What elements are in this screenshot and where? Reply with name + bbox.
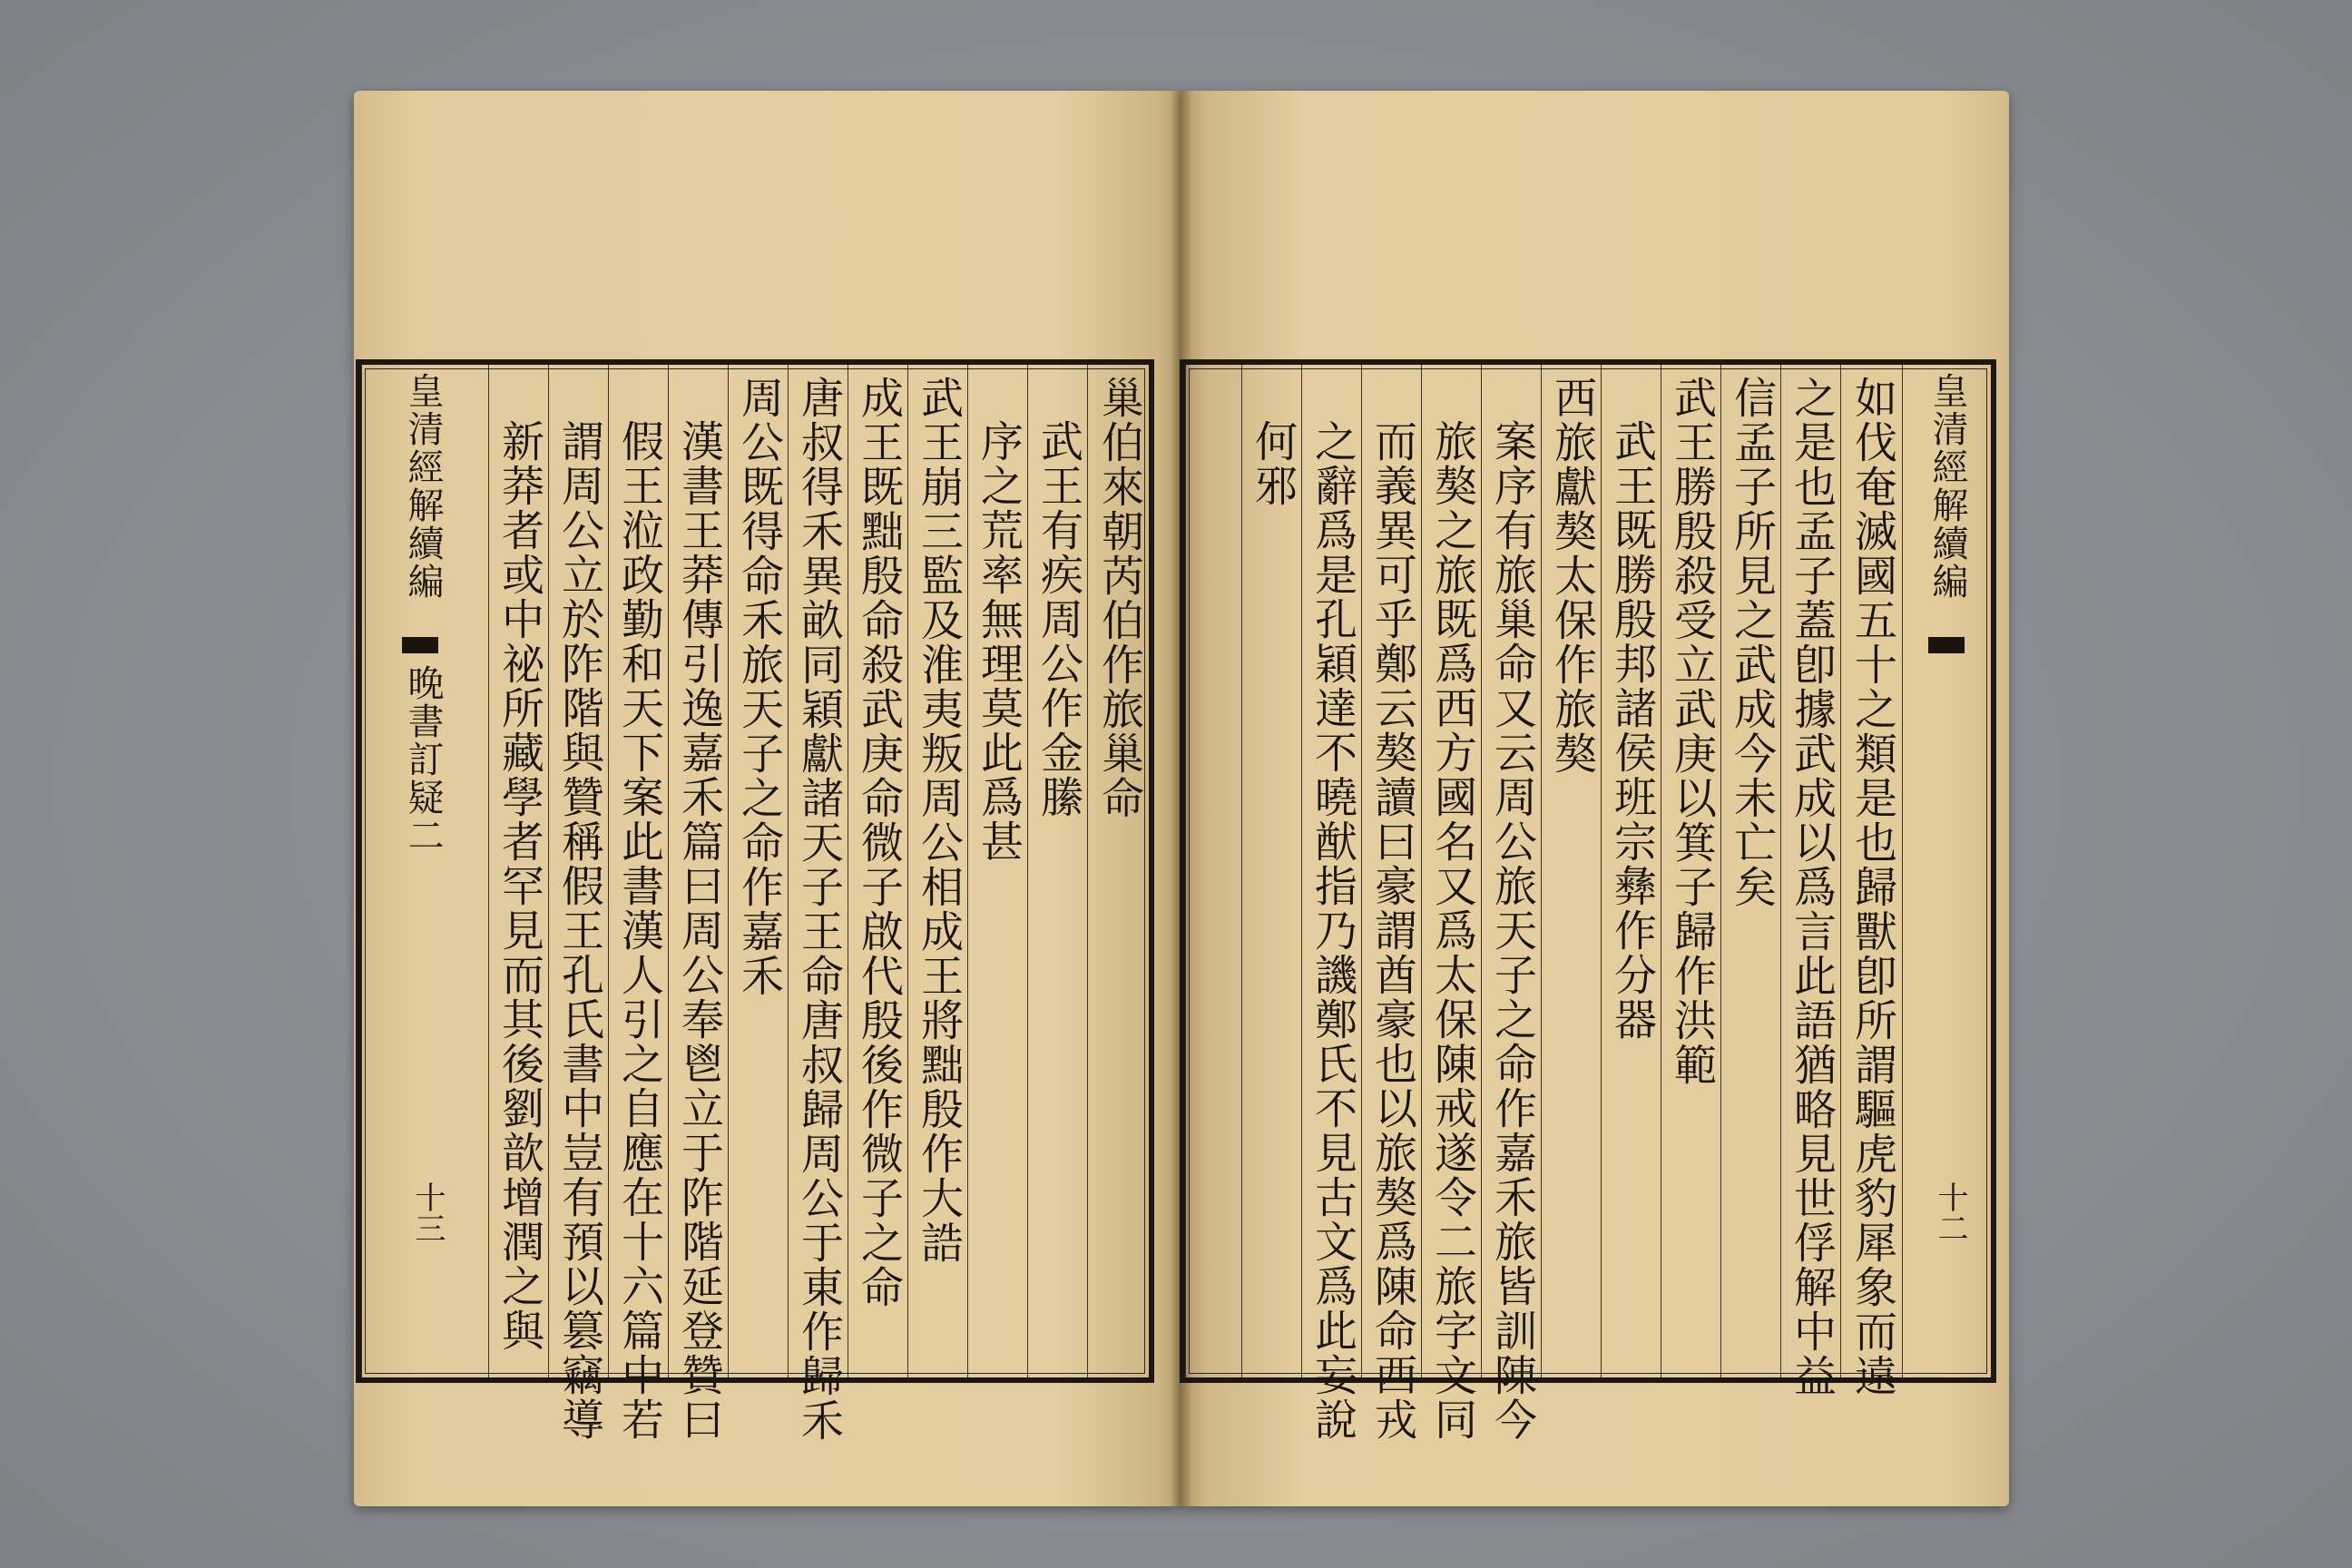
column-text: 何邪 xyxy=(1248,419,1298,508)
left-column-5 xyxy=(848,365,908,1377)
left-column-11 xyxy=(488,365,549,1377)
left-column-6 xyxy=(788,365,848,1443)
right-column-empty xyxy=(1185,365,1242,1377)
column-text: 成王既黜殷命殺武庚命微子啟代殷後作微子之命 xyxy=(854,376,904,1309)
left-column-2 xyxy=(1027,365,1088,1377)
right-column-2 xyxy=(1780,365,1841,1398)
right-center-strip xyxy=(1902,365,1992,1377)
right-text-frame xyxy=(1180,359,1996,1442)
left-column-3 xyxy=(967,365,1028,1377)
left-column-7 xyxy=(728,365,789,1377)
right-center-strip-title: 皇清經解續編 xyxy=(1926,372,1968,601)
column-text: 武王既勝殷邦諸侯班宗彝作分器 xyxy=(1607,419,1657,1042)
column-text: 序之荒率無理莫此爲甚 xyxy=(974,419,1024,864)
left-column-4 xyxy=(907,365,968,1377)
left-center-strip-subtitle: 晚書訂疑二 xyxy=(402,664,444,855)
column-text: 唐叔得禾異畝同穎獻諸天子王命唐叔歸周公于東作歸禾 xyxy=(794,376,844,1443)
left-folio-number: 十三 xyxy=(409,1181,446,1243)
column-text: 之辭爲是孔穎達不曉猷指乃譏鄭氏不見古文爲此妄說 xyxy=(1308,419,1357,1442)
column-text: 西旅獻獒太保作旅獒 xyxy=(1547,376,1597,776)
column-text: 假王涖政勤和天下案此書漢人引之自應在十六篇中若 xyxy=(614,419,664,1442)
left-center-strip-title: 皇清經解續編 xyxy=(402,372,444,601)
right-folio-number: 十二 xyxy=(1932,1181,1968,1243)
column-text: 旅獒之旅既爲西方國名又爲太保陳戒遂令二旅字文同 xyxy=(1427,419,1477,1442)
column-text: 案序有旅巢命又云周公旅天子之命作嘉禾旅皆訓陳今 xyxy=(1487,419,1537,1442)
left-column-9 xyxy=(608,365,669,1442)
fish-tail-mark xyxy=(1928,637,1965,653)
column-text: 巢伯來朝芮伯作旅巢命 xyxy=(1094,376,1144,820)
column-text: 如伐奄滅國五十之類是也歸獸卽所謂驅虎豹犀象而遠 xyxy=(1847,376,1897,1398)
left-text-frame xyxy=(356,359,1154,1443)
right-column-5 xyxy=(1601,365,1661,1377)
left-center-strip xyxy=(361,365,489,1377)
right-column-6 xyxy=(1541,365,1602,1377)
right-column-11 xyxy=(1241,365,1302,1377)
fish-tail-mark xyxy=(402,637,438,653)
column-text: 武王勝殷殺受立武庚以箕子歸作洪範 xyxy=(1667,376,1717,1087)
column-text: 之是也孟子蓋卽據武成以爲言此語猶略見世俘解中益 xyxy=(1787,376,1837,1398)
right-column-7 xyxy=(1481,365,1542,1442)
column-text: 漢書王莽傳引逸嘉禾篇曰周公奉鬯立于阼階延登贊曰 xyxy=(674,419,724,1442)
column-text: 而義異可乎鄭云獒讀曰豪謂酋豪也以旅獒爲陳命西戎 xyxy=(1367,419,1417,1442)
column-text: 謂周公立於阼階與贊稱假王孔氏書中豈有預以篡竊導 xyxy=(554,419,604,1442)
right-column-10 xyxy=(1301,365,1362,1442)
column-text: 新莽者或中祕所藏學者罕見而其後劉歆增潤之與 xyxy=(495,419,544,1353)
right-column-8 xyxy=(1421,365,1482,1442)
left-column-1 xyxy=(1087,365,1150,1377)
right-column-3 xyxy=(1720,365,1781,1377)
column-text: 信孟子所見之武成今未亡矣 xyxy=(1727,376,1777,909)
column-text: 武王崩三監及淮夷叛周公相成王將黜殷作大誥 xyxy=(914,376,964,1265)
right-column-1 xyxy=(1840,365,1903,1398)
column-text: 武王有疾周公作金縢 xyxy=(1034,419,1083,819)
right-column-9 xyxy=(1361,365,1422,1442)
right-column-4 xyxy=(1661,365,1721,1377)
left-column-8 xyxy=(668,365,729,1442)
column-text: 周公既得命禾旅天子之命作嘉禾 xyxy=(734,376,784,998)
left-column-10 xyxy=(548,365,609,1442)
